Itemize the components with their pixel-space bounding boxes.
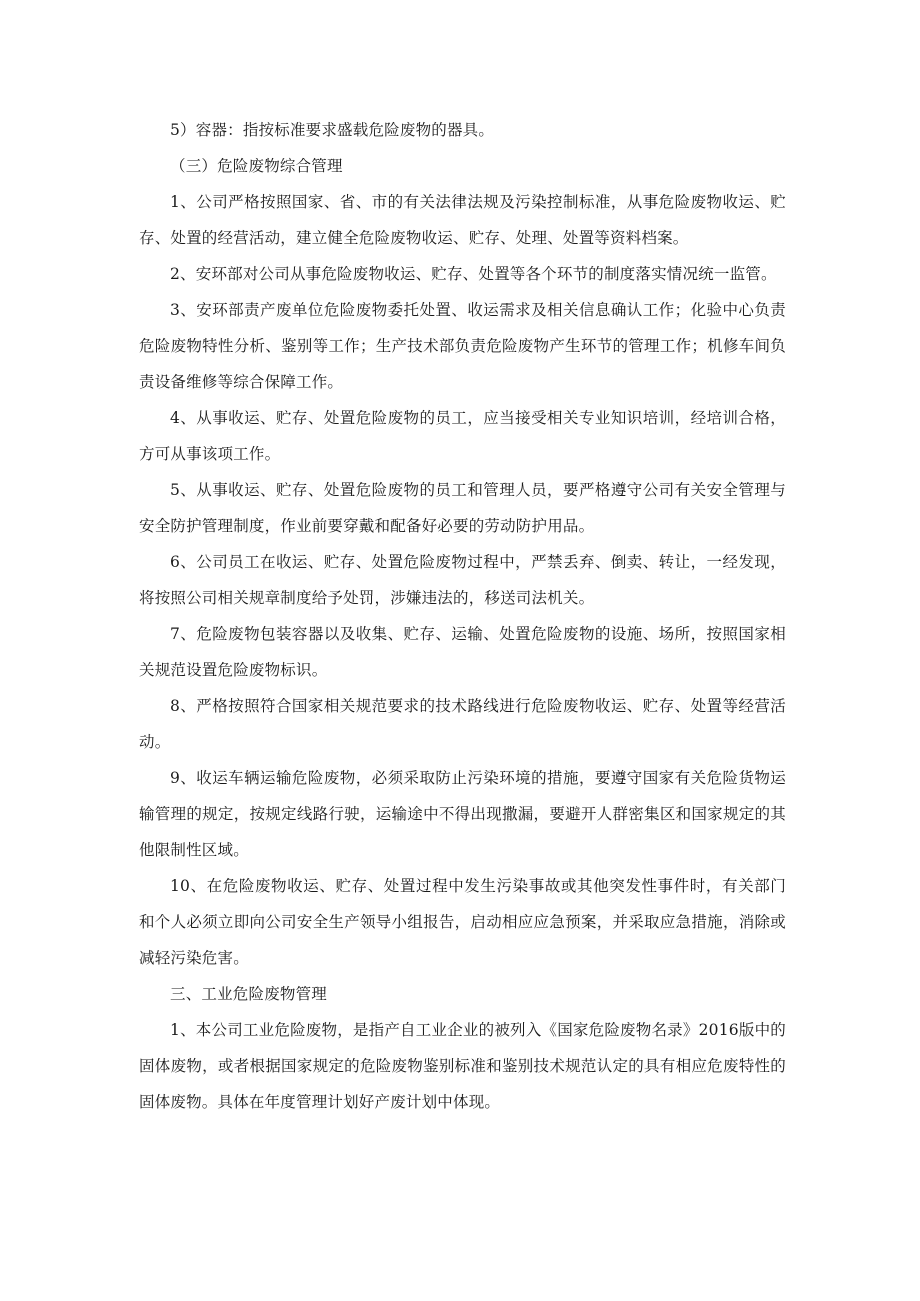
paragraph-9: 9、收运车辆运输危险废物，必须采取防止污染环境的措施，要遵守国家有关危险货物运输管理的规定，按规定线路行驶，运输途中不得出现撒漏，要避开人群密集区和国家规定的其他限制性区域。 — [139, 769, 786, 859]
paragraph-5: 5、从事收运、贮存、处置危险废物的员工和管理人员，要严格遵守公司有关安全管理与安全防护管理制度，作业前要穿戴和配备好必要的劳动防护用品。 — [139, 481, 786, 535]
paragraph-6: 6、公司员工在收运、贮存、处置危险废物过程中，严禁丢弃、倒卖、转让，一经发现，将按照公司相关规章制度给予处罚，涉嫌违法的，移送司法机关。 — [139, 553, 786, 607]
paragraph-8: 8、严格按照符合国家相关规范要求的技术路线进行危险废物收运、贮存、处置等经营活动。 — [139, 697, 786, 751]
paragraph-industrial-1: 1、本公司工业危险废物，是指产自工业企业的被列入《国家危险废物名录》2016版中的固体废物，或者根据国家规定的危险废物鉴别标准和鉴别技术规范认定的具有相应危废特性的固体废物。具体在年度管理计划好产废计划中体现。 — [139, 1021, 786, 1111]
paragraph-container-item-5: 5）容器：指按标准要求盛载危险废物的器具。 — [170, 121, 495, 139]
paragraph-4: 4、从事收运、贮存、处置危险废物的员工，应当接受相关专业知识培训，经培训合格，方可从事该项工作。 — [139, 409, 786, 463]
document-body — [139, 112, 786, 1120]
paragraph-2: 2、安环部对公司从事危险废物收运、贮存、处置等各个环节的制度落实情况统一监管。 — [170, 265, 777, 283]
section-heading-industrial: 三、工业危险废物管理 — [170, 985, 328, 1003]
paragraph-10: 10、在危险废物收运、贮存、处置过程中发生污染事故或其他突发性事件时，有关部门和个人必须立即向公司安全生产领导小组报告，启动相应应急预案，并采取应急措施，消除或减轻污染危害。 — [139, 877, 786, 967]
paragraph-7: 7、危险废物包装容器以及收集、贮存、运输、处置危险废物的设施、场所，按照国家相关规范设置危险废物标识。 — [139, 625, 786, 679]
paragraph-1: 1、公司严格按照国家、省、市的有关法律法规及污染控制标准，从事危险废物收运、贮存、处置的经营活动，建立健全危险废物收运、贮存、处理、处置等资料档案。 — [139, 193, 786, 247]
section-heading-3: （三）危险废物综合管理 — [170, 157, 343, 175]
paragraph-3: 3、安环部责产废单位危险废物委托处置、收运需求及相关信息确认工作；化验中心负责危险废物特性分析、鉴别等工作；生产技术部负责危险废物产生环节的管理工作；机修车间负责设备维修等综合保障工作。 — [139, 301, 786, 391]
